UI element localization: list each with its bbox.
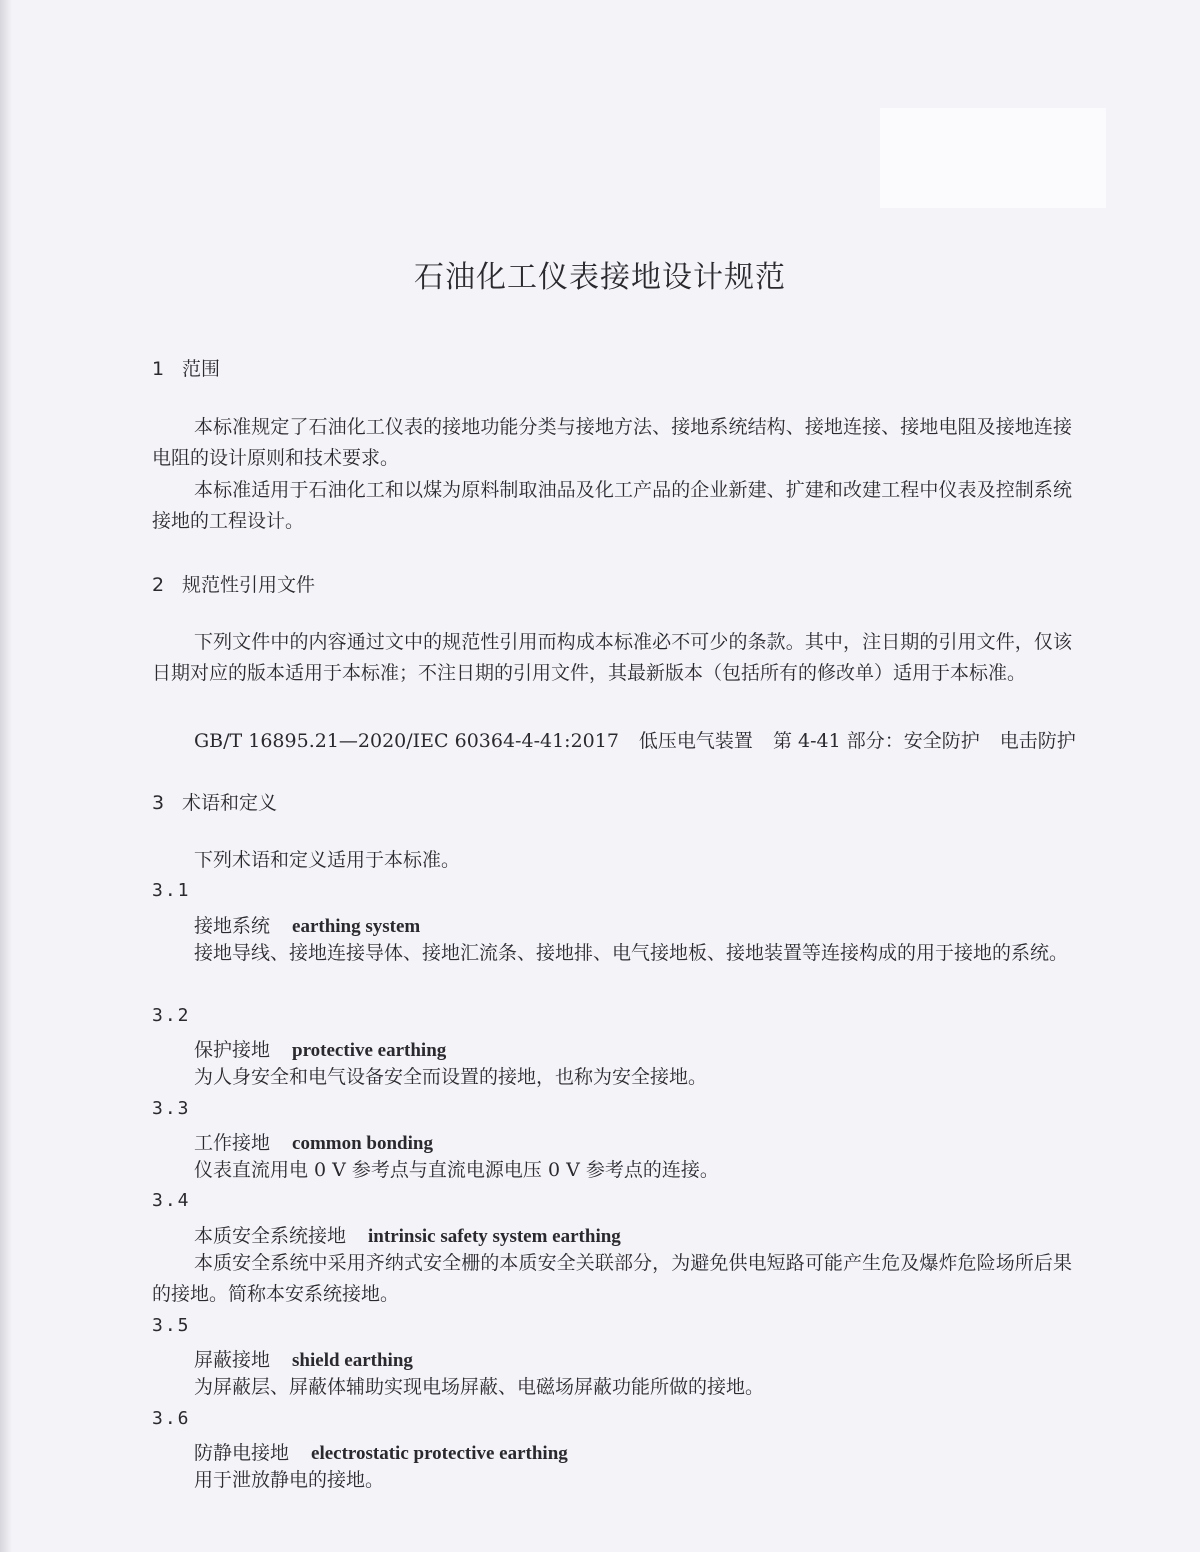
term-name-zh: 屏蔽接地	[194, 1349, 271, 1371]
term-number: 3.5	[152, 1315, 191, 1336]
reference-code: GB/T 16895.21—2020/IEC 60364-4-41:2017	[194, 730, 619, 752]
term-definition: 仪表直流用电 0 V 参考点与直流电源电压 0 V 参考点的连接。	[194, 1159, 719, 1181]
term-definition: 接地导线、接地连接导体、接地汇流条、接地排、电气接地板、接地装置等连接构成的用于接地的系统。	[194, 942, 1069, 964]
scan-edge-shadow	[0, 0, 12, 1552]
section-heading-2	[152, 570, 315, 597]
term-name-zh: 接地系统	[194, 915, 271, 937]
term-name	[194, 911, 420, 938]
term-definition: 为屏蔽层、屏蔽体辅助实现电场屏蔽、电磁场屏蔽功能所做的接地。	[194, 1376, 765, 1398]
section-title: 范围	[182, 358, 221, 380]
term-name	[194, 1035, 446, 1062]
term-name	[194, 1345, 413, 1372]
reference-title-part: 低压电气装置	[638, 730, 753, 752]
term-number: 3.6	[152, 1408, 191, 1429]
term-name-zh: 防静电接地	[194, 1442, 290, 1464]
normative-reference	[194, 726, 1096, 753]
term-name-en: common bonding	[292, 1133, 433, 1154]
term-definition: 为人身安全和电气设备安全而设置的接地，也称为安全接地。	[194, 1066, 708, 1088]
term-name	[194, 1221, 621, 1248]
term-name-zh: 保护接地	[194, 1039, 271, 1061]
section-title: 术语和定义	[182, 792, 278, 814]
term-number: 3.4	[152, 1190, 191, 1211]
section-number: 3	[152, 792, 165, 814]
term-number: 3.1	[152, 880, 191, 901]
term-name-zh: 本质安全系统接地	[194, 1225, 347, 1247]
section-number: 2	[152, 574, 165, 596]
term-name	[194, 1128, 433, 1155]
term-name-en: protective earthing	[292, 1040, 447, 1061]
term-name-en: electrostatic protective earthing	[311, 1443, 568, 1464]
reference-title-part: 电击防护	[999, 730, 1076, 752]
reference-title-part: 第 4-41 部分：安全防护	[772, 730, 980, 752]
document-title: 石油化工仪表接地设计规范	[414, 260, 786, 295]
paragraph: 本标准适用于石油化工和以煤为原料制取油品及化工产品的企业新建、扩建和改建工程中仪表及控制系统接地的工程设计。	[152, 479, 1072, 532]
term-definition: 用于泄放静电的接地。	[194, 1469, 385, 1491]
term-number: 3.3	[152, 1098, 191, 1119]
term-number: 3.2	[152, 1005, 191, 1026]
paragraph: 下列文件中的内容通过文中的规范性引用而构成本标准必不可少的条款。其中，注日期的引用文件，仅该日期对应的版本适用于本标准；不注日期的引用文件，其最新版本（包括所有的修改单）适用于本标准。	[152, 631, 1072, 684]
section-heading-1	[152, 354, 220, 381]
blank-patch	[880, 108, 1106, 208]
paragraph: 下列术语和定义适用于本标准。	[194, 849, 461, 871]
section-title: 规范性引用文件	[182, 574, 316, 596]
term-name-zh: 工作接地	[194, 1132, 271, 1154]
paragraph: 本标准规定了石油化工仪表的接地功能分类与接地方法、接地系统结构、接地连接、接地电阻及接地连接电阻的设计原则和技术要求。	[152, 416, 1072, 469]
term-name	[194, 1438, 568, 1465]
term-name-en: earthing system	[292, 916, 421, 937]
term-name-en: intrinsic safety system earthing	[368, 1226, 621, 1247]
section-number: 1	[152, 358, 165, 380]
term-definition: 本质安全系统中采用齐纳式安全栅的本质安全关联部分，为避免供电短路可能产生危及爆炸危险场所后果的接地。简称本安系统接地。	[152, 1252, 1072, 1305]
section-heading-3	[152, 788, 277, 815]
term-name-en: shield earthing	[292, 1350, 413, 1371]
